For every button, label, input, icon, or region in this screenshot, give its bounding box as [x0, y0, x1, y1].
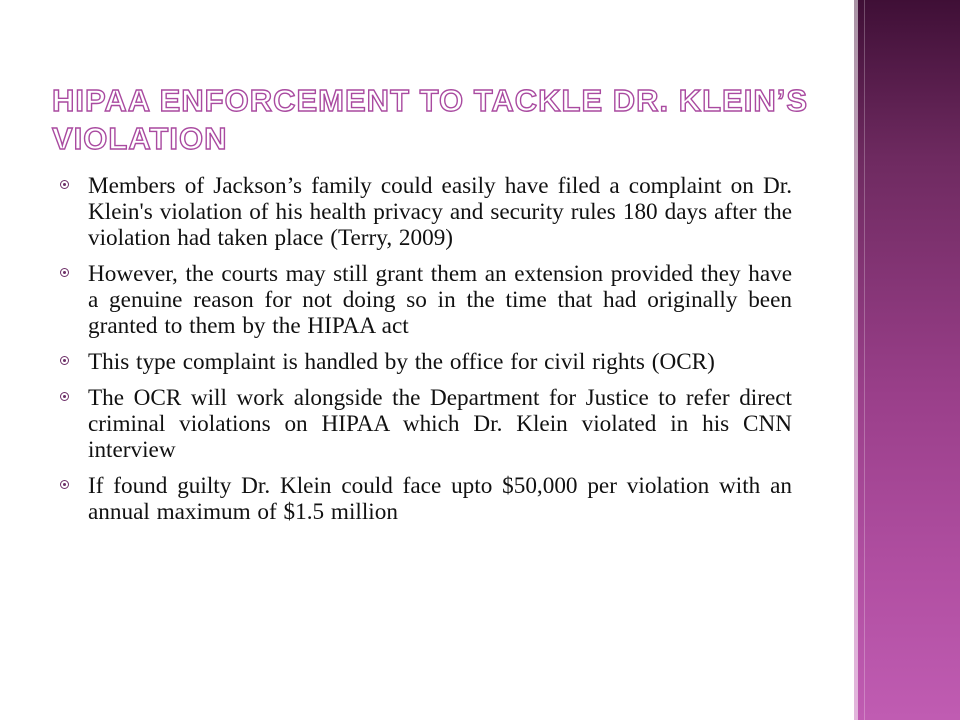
bullet-text: However, the courts may still grant them an extension provided they have a genuine reason for not doing so in the time that had originally been granted to them by the HIPAA act — [88, 261, 792, 339]
bullet-item — [60, 261, 792, 339]
circle-dot-icon — [60, 180, 69, 189]
circle-dot-icon — [60, 480, 69, 489]
bullet-item — [60, 173, 792, 251]
slide-title: HIPAA ENFORCEMENT TO TACKLE DR. KLEIN’S VIOLATION — [52, 83, 809, 156]
circle-dot-icon — [60, 392, 69, 401]
decorative-side-band — [854, 0, 960, 720]
bullet-item — [60, 385, 792, 463]
bullet-text: If found guilty Dr. Klein could face upto $50,000 per violation with an annual maximum of $1.5 million — [88, 473, 792, 525]
bullet-list — [60, 173, 792, 535]
bullet-text: The OCR will work alongside the Department for Justice to refer direct criminal violations on HIPAA which Dr. Klein violated in his CNN interview — [88, 385, 792, 463]
bullet-item — [60, 349, 792, 375]
bullet-text: This type complaint is handled by the office for civil rights (OCR) — [88, 349, 715, 375]
circle-dot-icon — [60, 268, 69, 277]
bullet-item — [60, 473, 792, 525]
bullet-text: Members of Jackson’s family could easily have filed a complaint on Dr. Klein's violation of his health privacy and security rules 180 days after the violation had taken place (Terry, 2009) — [88, 173, 792, 251]
circle-dot-icon — [60, 356, 69, 365]
